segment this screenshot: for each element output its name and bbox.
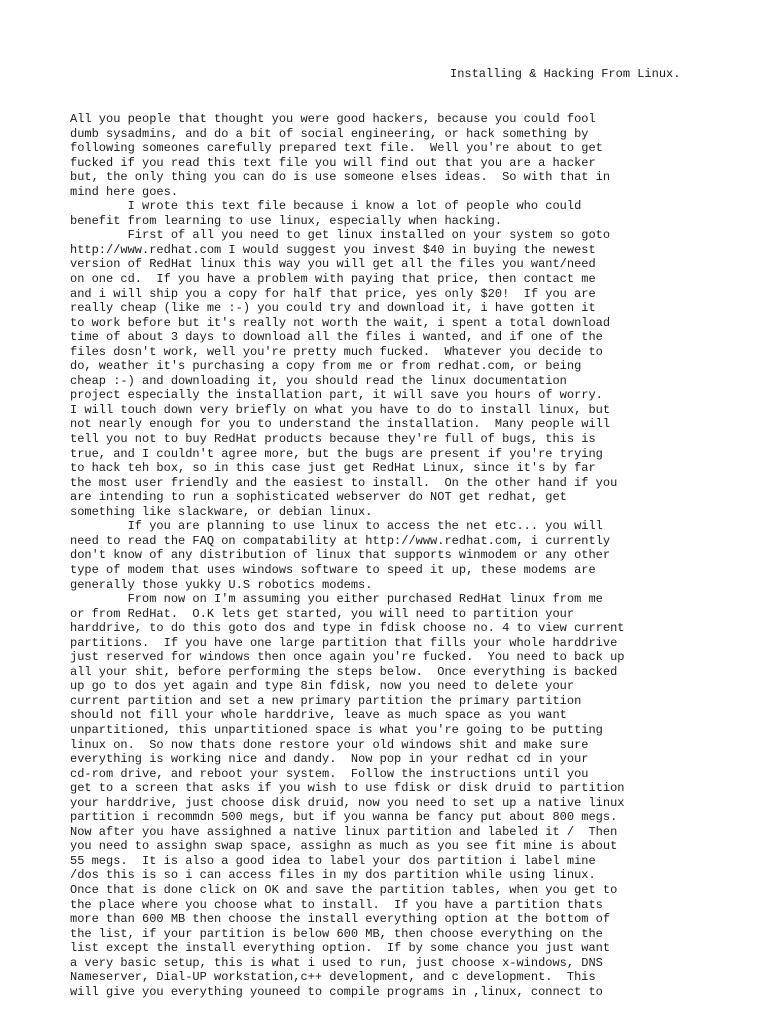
text-line: the list, if your partition is below 600 MB, then choose everything on the [70,926,603,941]
text-line: more than 600 MB then choose the install everything option at the bottom of [70,912,611,927]
text-line: If you are planning to use linux to access the net etc... you will [70,519,603,534]
text-line: something like slackware, or debian linux. [70,504,373,519]
text-line: Once that is done click on OK and save the partition tables, when you get to [70,882,618,897]
text-line: a very basic setup, this is what i used to run, just choose x-windows, DNS [70,955,603,970]
text-line: current partition and set a new primary partition the primary partition [70,693,582,708]
text-line: to hack teh box, so in this case just get RedHat Linux, since it's by far [70,461,596,476]
text-line: up go to dos yet again and type 8in fdisk, now you need to delete your [70,679,575,694]
text-line: partition i recommdn 500 megs, but if you wanna be fancy put about 800 megs. [70,810,618,825]
text-line: http://www.redhat.com I would suggest you invest $40 in buying the newest [70,242,596,257]
text-line: Now after you have assighned a native linux partition and labeled it / Then [70,824,618,839]
text-line: list except the install everything option. If by some chance you just want [70,941,611,956]
text-line: but, the only thing you can do is use someone elses ideas. So with that in [70,170,611,185]
text-line: do, weather it's purchasing a copy from me or from redhat.com, or being [70,359,582,374]
text-line: I wrote this text file because i know a lot of people who could [70,199,582,214]
text-line: really cheap (like me :-) you could try and download it, i have gotten it [70,301,596,316]
text-line: partitions. If you have one large partition that fills your whole harddrive [70,635,618,650]
text-line: following someones carefully prepared text file. Well you're about to get [70,141,603,156]
text-line: All you people that thought you were good hackers, because you could fool [70,112,596,126]
text-line: on one cd. If you have a problem with paying that price, then contact me [70,272,596,287]
text-line: need to read the FAQ on compatability at http://www.redhat.com, i currently [70,533,611,548]
text-line: Nameserver, Dial-UP workstation,c++ development, and c development. This [70,970,596,985]
text-line: type of modem that uses windows software to speed it up, these modems are [70,562,596,577]
text-line: cheap :-) and downloading it, you should read the linux documentation [70,373,567,388]
text-line: unpartitioned, this unpartitioned space is what you're going to be putting [70,722,603,737]
text-line: project especially the installation part, it will save you hours of worry. [70,388,603,403]
text-line: First of all you need to get linux installed on your system so goto [70,228,611,243]
text-line: all your shit, before performing the steps below. Once everything is backed [70,664,618,679]
text-line: are intending to run a sophisticated webserver do NOT get redhat, get [70,490,567,505]
text-line: the most user friendly and the easiest to install. On the other hand if you [70,475,618,490]
text-line: benefit from learning to use linux, especially when hacking. [70,213,503,228]
text-line: true, and I couldn't agree more, but the bugs are present if you're trying [70,446,603,461]
text-line: your harddrive, just choose disk druid, now you need to set up a native linux [70,795,625,810]
text-line: cd-rom drive, and reboot your system. Follow the instructions until you [70,766,589,781]
text-line: files dosn't work, well you're pretty much fucked. Whatever you decide to [70,344,603,359]
document-body [70,112,760,999]
text-line: harddrive, to do this goto dos and type in fdisk choose no. 4 to view current [70,621,625,636]
text-line: 55 megs. It is also a good idea to label your dos partition i label mine [70,853,596,868]
text-line: or from RedHat. O.K lets get started, you will need to partition your [70,606,575,621]
text-line: not nearly enough for you to understand the installation. Many people will [70,417,611,432]
text-line: will give you everything youneed to compile programs in ,linux, connect to [70,984,603,999]
text-line: mind here goes. [70,184,179,199]
text-line: everything is working nice and dandy. Now pop in your redhat cd in your [70,752,589,767]
document-title: Installing & Hacking From Linux. [450,67,681,81]
text-line: get to a screen that asks if you wish to use fdisk or disk druid to partition [70,781,625,796]
text-line: should not fill your whole harddrive, leave as much space as you want [70,708,567,723]
text-line: version of RedHat linux this way you will get all the files you want/need [70,257,596,272]
text-line: and i will ship you a copy for half that price, yes only $20! If you are [70,286,596,301]
text-line: don't know of any distribution of linux that supports winmodem or any other [70,548,611,563]
text-line: time of about 3 days to download all the files i wanted, and if one of the [70,330,603,345]
text-line: /dos this is so i can access files in my dos partition while using linux. [70,868,596,883]
text-line: tell you not to buy RedHat products because they're full of bugs, this is [70,432,596,447]
text-line: I will touch down very briefly on what you have to do to install linux, but [70,402,611,417]
text-line: the place where you choose what to install. If you have a partition thats [70,897,603,912]
text-line: you need to assighn swap space, assighn as much as you see fit mine is about [70,839,618,854]
text-line: just reserved for windows then once again you're fucked. You need to back up [70,650,625,665]
text-line: dumb sysadmins, and do a bit of social engineering, or hack something by [70,126,589,141]
text-line: generally those yukky U.S robotics modems. [70,577,373,592]
text-line: fucked if you read this text file you will find out that you are a hacker [70,155,596,170]
text-line: From now on I'm assuming you either purchased RedHat linux from me [70,592,603,607]
text-line: linux on. So now thats done restore your old windows shit and make sure [70,737,589,752]
text-line: to work before but it's really not worth the wait, i spent a total download [70,315,611,330]
